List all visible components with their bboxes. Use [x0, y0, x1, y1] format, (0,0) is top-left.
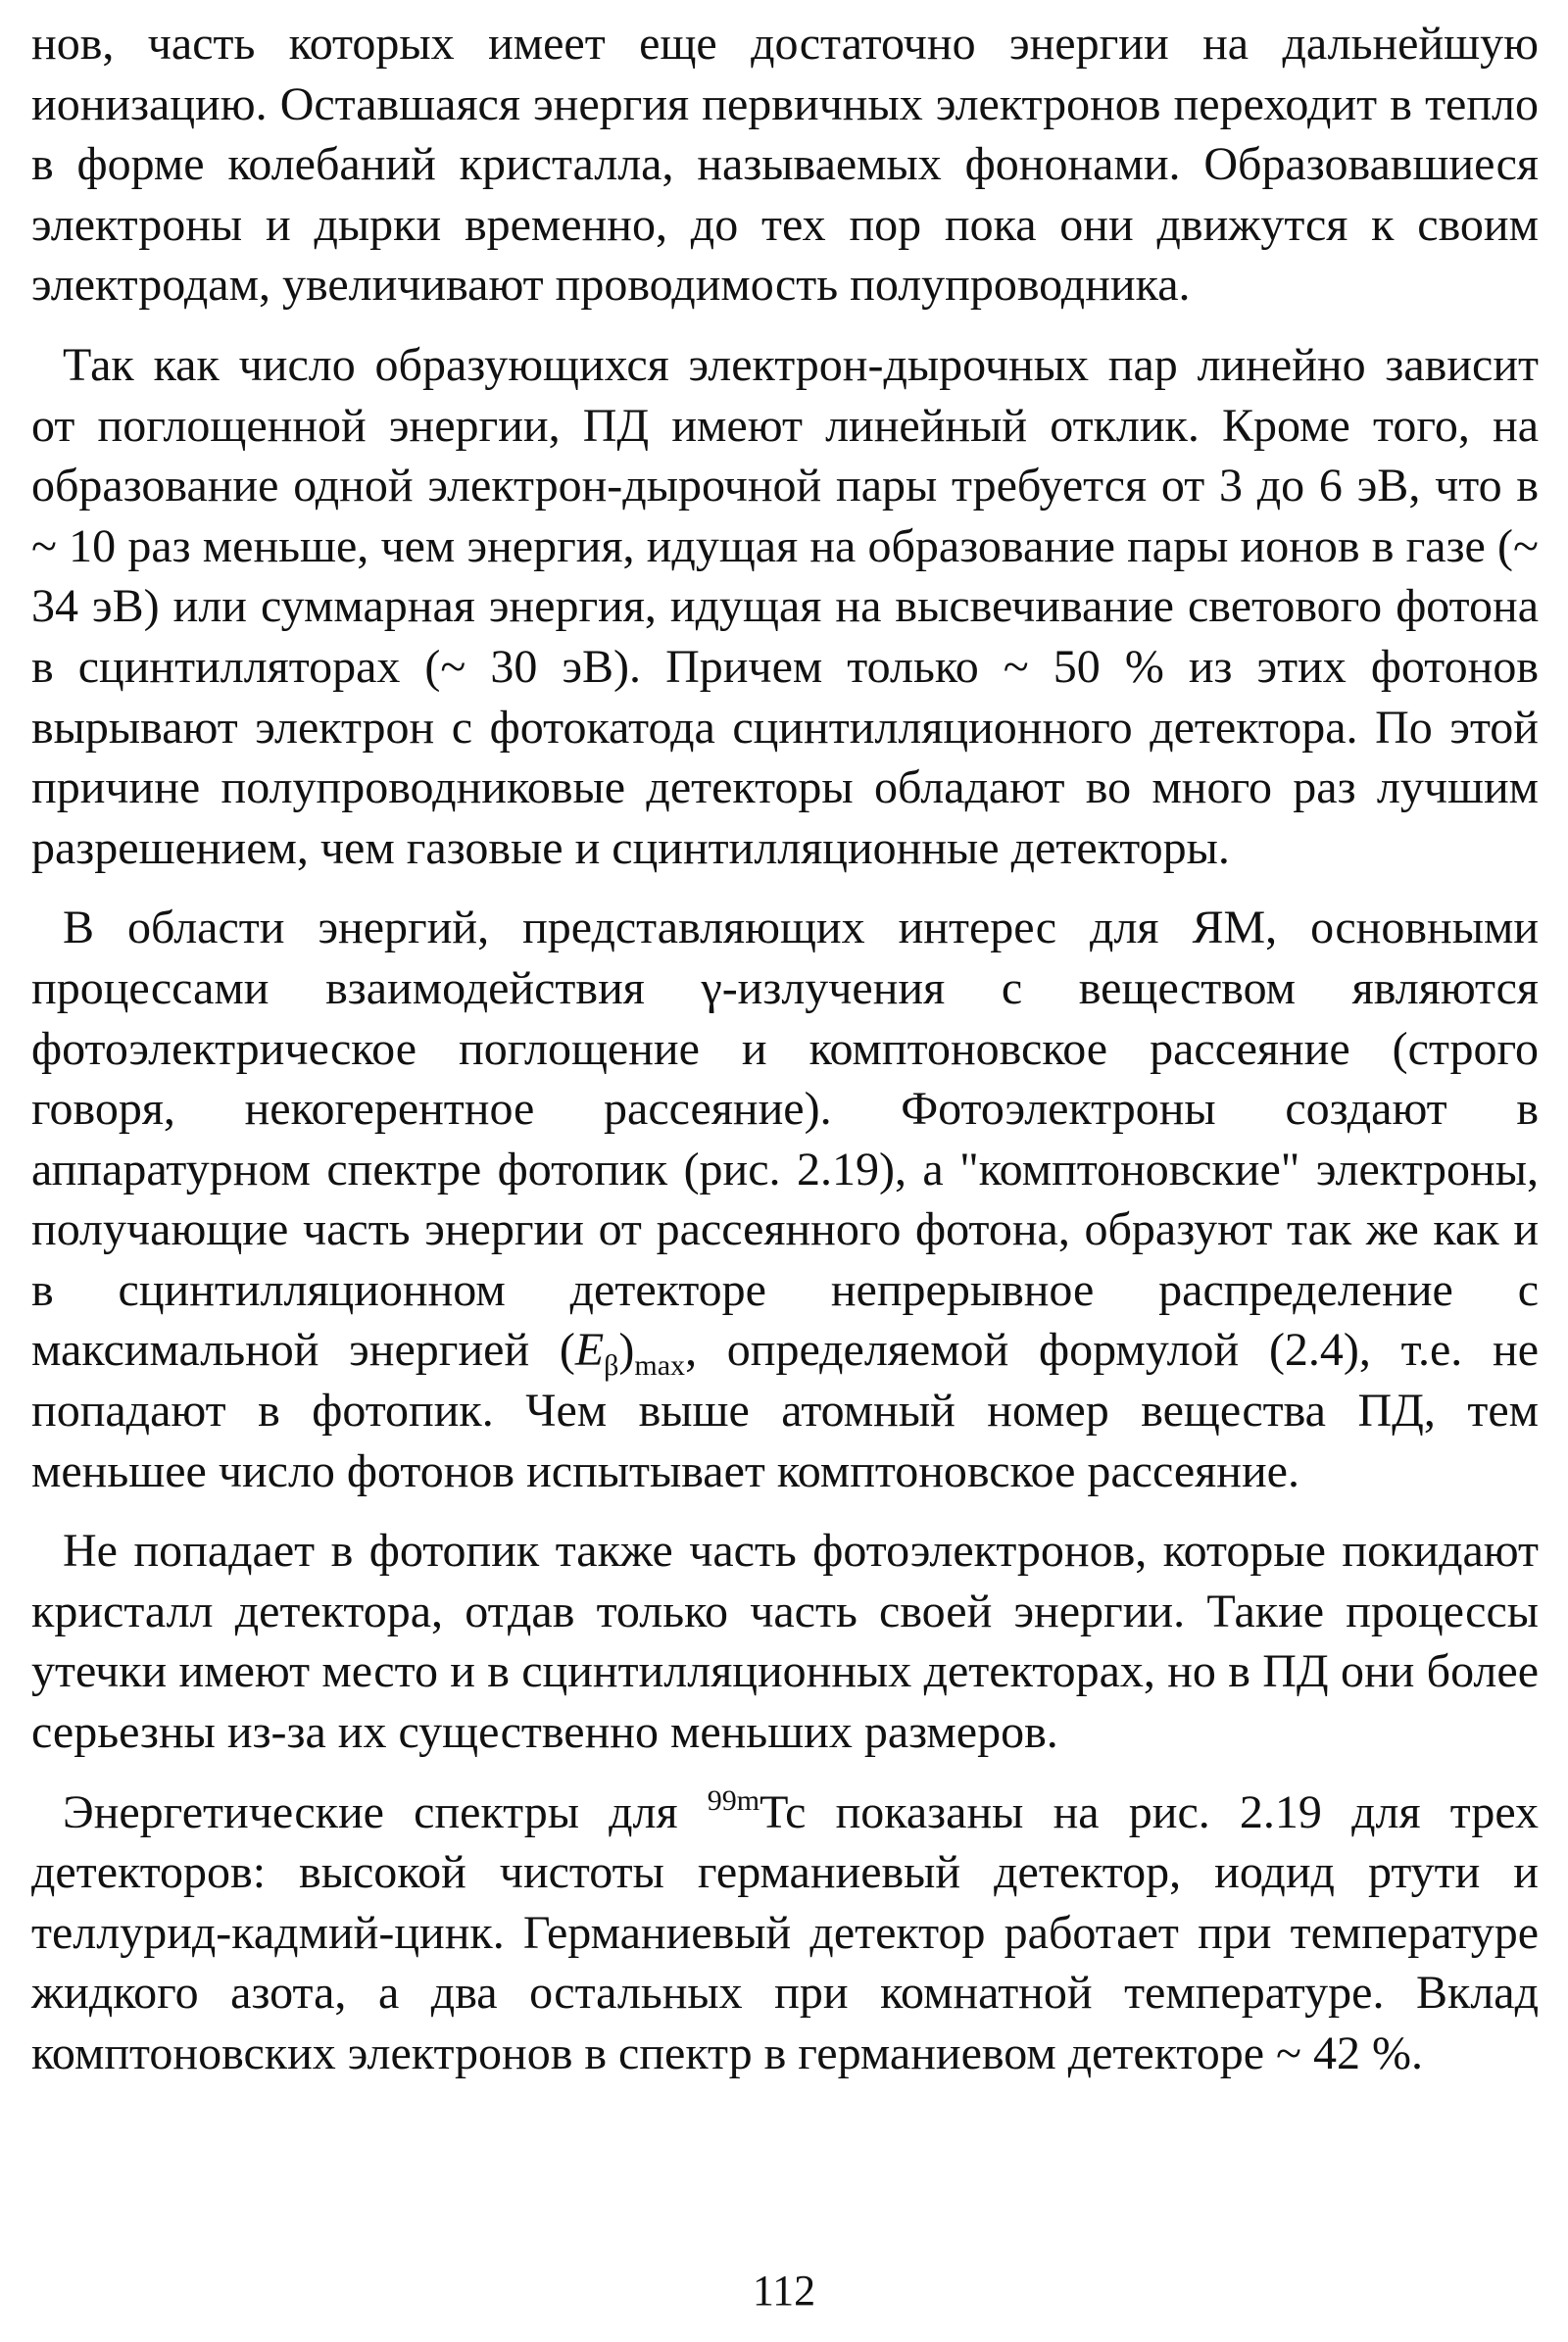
paragraph-continuation: нов, часть которых имеет еще достаточно энергии на дальнейшую ионизацию. Оставшаяся энергия первичных электронов переходит в тепло в форме колебаний кристалла, называемых фононами. Образовавшиеся электроны и дырки временно, до тех пор пока они движутся к своим электродам, увеличивают проводимость полупроводника.	[31, 18, 1539, 312]
page-number: 112	[752, 2267, 816, 2315]
formula-subscript-beta: β	[604, 1349, 619, 1383]
paragraph-text-before-formula: В области энергий, представляющих интерес для ЯМ, основными процессами взаимодействия γ-излучения с веществом являются фотоэлектрическое поглощение и комптоновское рассеяние (строго говоря, некогерентное рассеяние). Фотоэлектроны создают в аппаратурном спектре фотопик (рис. 2.19), а "комптоновские" электроны, получающие часть энергии от рассеянного фотона, образуют так же как и в сцинтилляционном детекторе непрерывное распределение с максимальной энергией (	[31, 902, 1539, 1377]
paragraph-energy-spectra	[31, 1782, 1539, 2084]
formula-paren-close: )	[618, 1324, 635, 1377]
paragraph-semiconductor-response: Так как число образующихся электрон-дырочных пар линейно зависит от поглощенной энергии, ПД имеют линейный отклик. Кроме того, на образование одной электрон-дырочной пары требуется от 3 до 6 эВ, что в ~ 10 раз меньше, чем энергия, идущая на образование пары ионов в газе (~ 34 эВ) или суммарная энергия, идущая на высвечивание светового фотона в сцинтилляторах (~ 30 эВ). Причем только ~ 50 % из этих фотонов вырывают электрон с фотокатода сцинтилляционного детектора. По этой причине полупроводниковые детекторы обладают во много раз лучшим разрешением, чем газовые и сцинтилляционные детекторы.	[31, 338, 1539, 874]
formula-subscript-max: max	[634, 1349, 686, 1383]
formula-symbol-e: E	[574, 1324, 605, 1377]
paragraph-leakage: Не попадает в фотопик также часть фотоэлектронов, которые покидают кристалл детектора, отдав только часть своей энергии. Такие процессы утечки имеют место и в сцинтилляционных детекторах, но в ПД они более серьезны из-за их существенно меньших размеров.	[31, 1525, 1539, 1759]
isotope-symbol: Tc	[760, 1785, 807, 1838]
paragraph-gamma-interactions	[31, 898, 1539, 1501]
paragraph-text-after-isotope: показаны на рис. 2.19 для трех детекторов: высокой чистоты германиевый детектор, иодид ртути и теллурид-кадмий-цинк. Германиевый детектор работает при температуре жидкого азота, а два остальных при комнатной температуре. Вклад комптоновских электронов в спектр в германиевом детекторе ~ 42 %.	[31, 1785, 1539, 2079]
document-page	[31, 14, 1539, 2104]
paragraph-text-before-isotope: Энергетические спектры для	[63, 1785, 708, 1838]
paragraph-text-after-formula: , определяемой формулой (2.4), т.е. не попадают в фотопик. Чем выше атомный номер вещества ПД, тем меньшее число фотонов испытывает комптоновское рассеяние.	[31, 1324, 1539, 1497]
isotope-mass-number: 99m	[707, 1783, 760, 1817]
